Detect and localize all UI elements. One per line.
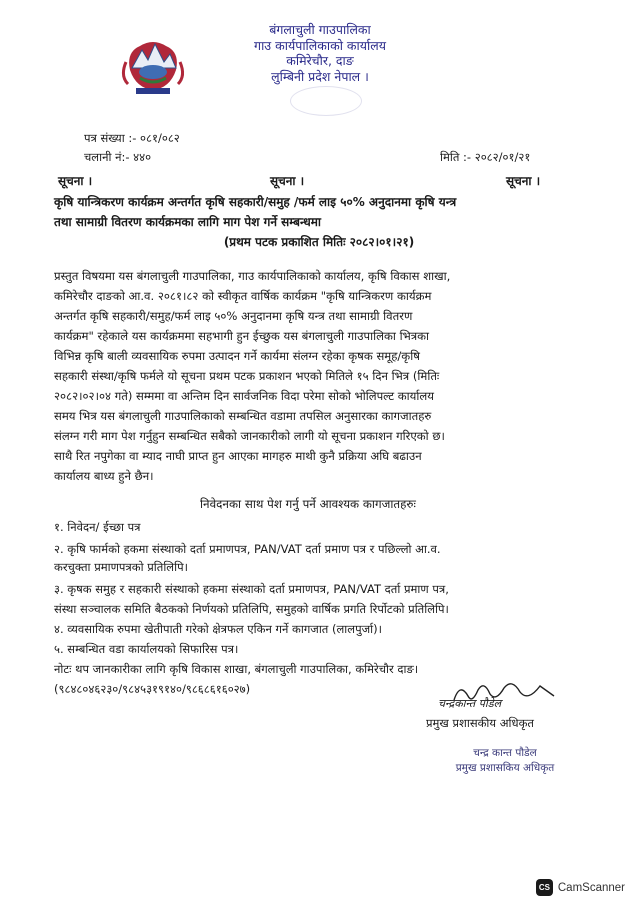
stamp-title: प्रमुख प्रशासकिय अधिकृत xyxy=(455,762,555,774)
signature-block xyxy=(420,672,590,812)
header-line-address: कमिरेचौर, दाङ xyxy=(286,53,354,68)
notice-body xyxy=(54,266,592,486)
office-header xyxy=(200,22,440,84)
subject-line-2: तथा सामाग्री वितरण कार्यक्रमका लागि माग पेश गर्ने सम्बन्धमा xyxy=(54,215,322,229)
body-line: प्रस्तुत विषयमा यस बंगलाचुली गाउपालिका, गाउ कार्यपालिकाको कार्यालय, कृषि विकास शाखा, xyxy=(54,269,451,283)
required-documents-heading: निवेदनका साथ पेश गर्नु पर्ने आवश्यक कागजातहरुः xyxy=(200,497,416,511)
letter-date: मिति :- २०८२/०१/२१ xyxy=(440,150,531,164)
document-item: २. कृषि फार्मको हकमा संस्थाको दर्ता प्रमाणपत्र, PAN/VAT दर्ता प्रमाण पत्र र पछिल्लो आ.व. xyxy=(54,542,441,556)
body-line: संलग्न गरी माग पेश गर्नुहुन सम्बन्धित सबैको जानकारीको लागी यो सूचना प्रकाशन गरिएको छ। xyxy=(54,429,445,443)
notice-subject xyxy=(54,192,584,252)
dispatch-number: चलानी नं:- ४४० xyxy=(84,150,152,164)
body-line: विभिन्न कृषि बाली व्यवसायिक रुपमा उत्पादन गर्ने कार्यमा संलग्न रहेका कृषक समूह/कृषि xyxy=(54,349,420,363)
body-line: कार्यक्रम" रहेकाले यस कार्यक्रममा सहभागी हुन ईच्छुक यस बंगलाचुली गाउपालिका भित्रका xyxy=(54,329,430,343)
notice-label-right: सूचना । xyxy=(506,174,541,188)
camscanner-logo-icon: CS xyxy=(536,879,553,896)
office-stamp-seal xyxy=(290,86,362,116)
body-line: सहकारी संस्था/कृषि फर्मले यो सूचना प्रथम पटक प्रकाशन भएको मितिले १५ दिन भित्र (मितिः xyxy=(54,369,440,383)
header-line-province: लुम्बिनी प्रदेश नेपाल । xyxy=(271,68,369,84)
camscanner-watermark xyxy=(536,879,625,896)
name-stamp xyxy=(430,746,580,776)
camscanner-label: CamScanner xyxy=(557,881,625,894)
body-line: अन्तर्गत कृषि सहकारी/समुह/फर्म लाइ ५०% अनुदानमा कृषि यन्त्र तथा सामाग्री वितरण xyxy=(54,309,413,323)
document-item: करचुक्ता प्रमाणपत्रको प्रतिलिपि। xyxy=(54,560,188,574)
document-item: ५. सम्बन्धित वडा कार्यालयको सिफारिस पत्र। xyxy=(54,642,239,656)
contact-note: नोटः थप जानकारीका लागि कृषि विकास शाखा, बंगलाचुली गाउपालिका, कमिरेचौर दाङ। xyxy=(54,662,419,676)
document-item: संस्था सञ्चालक समिति बैठकको निर्णयको प्रतिलिपि, समुहको वार्षिक प्रगति रिर्पोटको प्रतिलिपि। xyxy=(54,602,449,616)
contact-phone-numbers: (९८४८०४६२३०/९८४५३१९१४०/९८६८६१६०२७) xyxy=(54,682,251,696)
header-line-municipality: बंगलाचुली गाउपालिका xyxy=(269,22,371,37)
body-line: समय भित्र यस बंगलाचुली गाउपालिकाको सम्बन्धित वडामा तपसिल अनुसारका कागजातहरु xyxy=(54,409,432,423)
body-line: कार्यालय बाध्य हुने छैन। xyxy=(54,469,154,483)
document-item: ४. व्यवसायिक रुपमा खेतीपाती गरेको क्षेत्रफल एकिन गर्ने कागजात (लालपुर्जा)। xyxy=(54,622,382,636)
government-emblem-icon xyxy=(118,32,188,100)
document-item: १. निवेदन/ ईच्छा पत्र xyxy=(54,520,141,534)
stamp-name: चन्द्र कान्त पौडेल xyxy=(473,747,537,759)
signatory-name: चन्द्रकान्त पौडेल xyxy=(438,697,502,710)
subject-published-date: (प्रथम पटक प्रकाशित मितिः २०८२।०१।२१) xyxy=(223,235,415,249)
header-line-office: गाउ कार्यपालिकाको कार्यालय xyxy=(254,37,386,53)
letter-number: पत्र संख्या :- ०८१/०८२ xyxy=(84,131,180,145)
subject-line-1: कृषि यान्त्रिकरण कार्यक्रम अन्तर्गत कृषि सहकारी/समुह /फर्म लाइ ५०% अनुदानमा कृषि यन्त्र xyxy=(54,195,457,209)
notice-label-left: सूचना । xyxy=(58,174,93,188)
notice-label-center: सूचना । xyxy=(270,174,305,188)
body-line: २०८२।०२।०४ गते) सम्ममा वा अन्तिम दिन सार्वजनिक विदा परेमा सोको भोलिपल्ट कार्यालय xyxy=(54,389,434,403)
document-item: ३. कृषक समुह र सहकारी संस्थाको हकमा संस्थाको दर्ता प्रमाणपत्र, PAN/VAT दर्ता प्रमाण पत्र, xyxy=(54,582,449,596)
signatory-title: प्रमुख प्रशासकीय अधिकृत xyxy=(426,716,534,730)
body-line: साथै रित नपुगेका वा म्याद नाघी प्राप्त हुन आएका मागहरु माथी कुनै प्रक्रिया अघि बढाउन xyxy=(54,449,422,463)
body-line: कमिरेचौर दाङको आ.व. २०८१।८२ को स्वीकृत वार्षिक कार्यक्रम "कृषि यान्त्रिकरण कार्यक्रम xyxy=(54,289,432,303)
